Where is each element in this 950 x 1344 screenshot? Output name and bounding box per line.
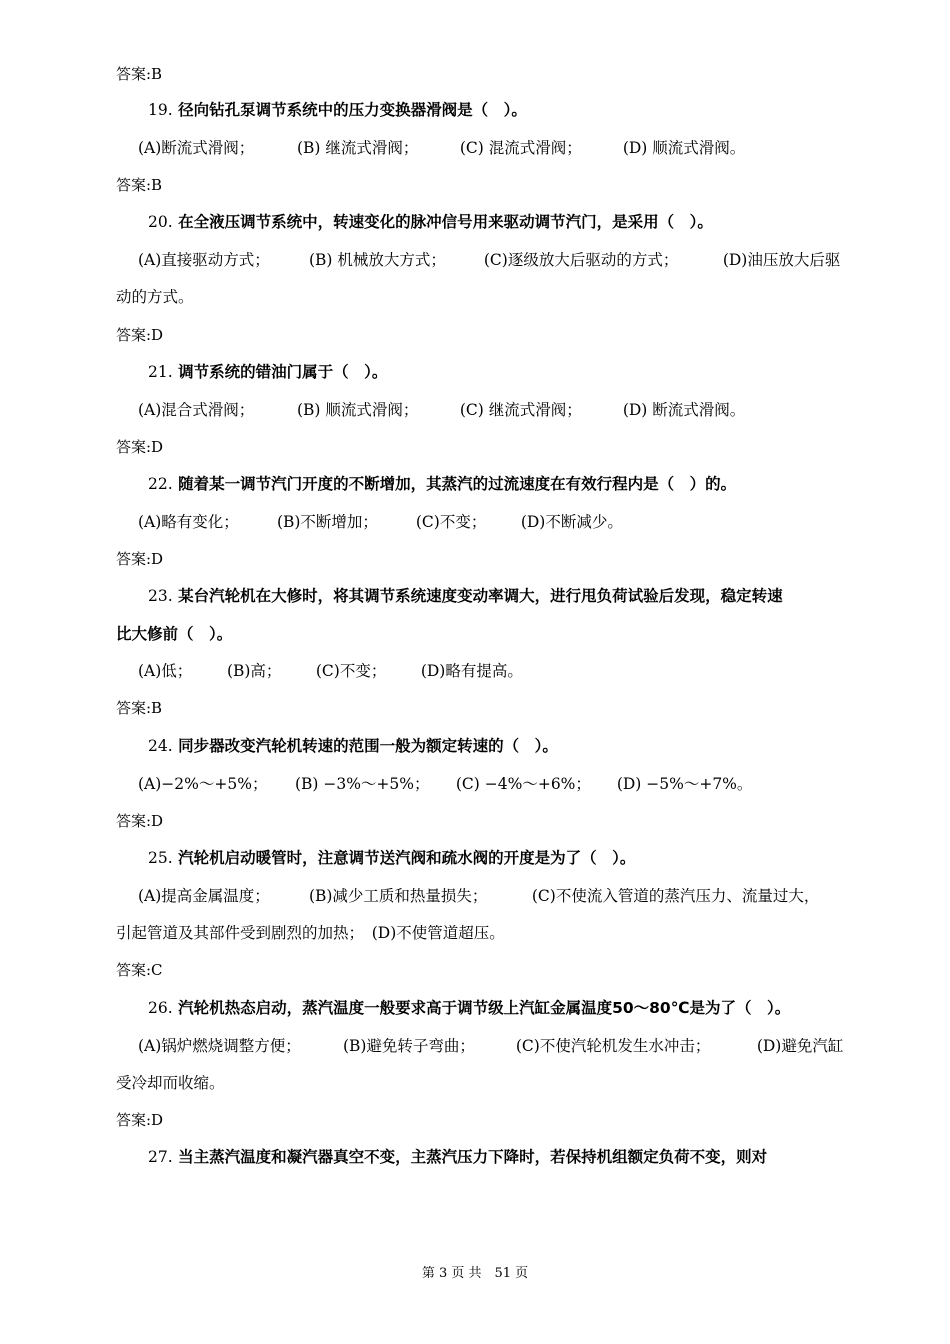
question-number: 20. — [148, 213, 173, 231]
question-number: 25. — [148, 849, 173, 867]
options-19 — [138, 134, 840, 162]
question-22 — [148, 470, 840, 498]
option-b: (B)不断增加； — [276, 513, 378, 531]
option-c: (C)不变； — [415, 513, 487, 531]
answer-23: 答案:B — [116, 699, 163, 717]
option-d: (D) −5%～+7%。 — [616, 775, 753, 793]
option-a: (A)略有变化； — [138, 513, 239, 531]
option-b: (B) 继流式滑阀； — [296, 139, 419, 157]
question-number: 21. — [148, 363, 173, 381]
answer-18: 答案:B — [116, 65, 163, 83]
answer-21: 答案:D — [116, 438, 164, 456]
option-c: (C)不变； — [315, 662, 387, 680]
question-text: 汽轮机启动暖管时，注意调节送汽阀和疏水阀的开度是为了（ ）。 — [178, 849, 636, 867]
question-25 — [148, 844, 840, 872]
question-text: 径向钻孔泵调节系统中的压力变换器滑阀是（ ）。 — [178, 101, 527, 119]
options-24 — [138, 770, 840, 798]
page-footer: 第 3 页 共 51 页 — [421, 1266, 529, 1281]
question-number: 19. — [148, 101, 173, 119]
answer-26: 答案:D — [116, 1111, 164, 1129]
question-21 — [148, 358, 840, 386]
question-number: 27. — [148, 1148, 173, 1166]
question-number: 24. — [148, 737, 173, 755]
option-c: (C)不使汽轮机发生水冲击； — [515, 1037, 711, 1055]
option-a: (A)锅炉燃烧调整方便； — [138, 1037, 301, 1055]
option-d: (D)略有提高。 — [420, 662, 523, 680]
option-a: (A)断流式滑阀； — [138, 139, 255, 157]
question-text: 调节系统的错油门属于（ ）。 — [178, 363, 388, 381]
question-19 — [148, 96, 840, 124]
option-c: (C) 混流式滑阀； — [459, 139, 582, 157]
option-c: (C) 继流式滑阀； — [459, 401, 582, 419]
question-text: 某台汽轮机在大修时，将其调节系统速度变动率调大，进行甩负荷试验后发现，稳定转速 — [178, 587, 783, 605]
answer-25: 答案:C — [116, 961, 163, 979]
option-b: (B) 机械放大方式； — [308, 251, 446, 269]
option-d: (D)油压放大后驱 — [722, 251, 841, 269]
options-20 — [138, 246, 840, 274]
answer-22: 答案:D — [116, 550, 164, 568]
options-23 — [138, 657, 840, 685]
question-text: 汽轮机热态启动，蒸汽温度一般要求高于调节级上汽缸金属温度50～80℃是为了（ ）。 — [178, 999, 791, 1017]
question-23 — [148, 582, 840, 610]
question-text: 同步器改变汽轮机转速的范围一般为额定转速的（ ）。 — [178, 737, 558, 755]
option-b: (B) −3%～+5%； — [294, 775, 430, 793]
question-text: 在全液压调节系统中，转速变化的脉冲信号用来驱动调节汽门，是采用（ ）。 — [178, 213, 713, 231]
options-25 — [138, 882, 840, 910]
option-b: (B)避免转子弯曲； — [342, 1037, 475, 1055]
option-c: (C)不使流入管道的蒸汽压力、流量过大， — [531, 887, 820, 905]
option-c: (C) −4%～+6%； — [455, 775, 591, 793]
options-26-continued: 受冷却而收缩。 — [116, 1074, 225, 1092]
option-b: (B)减少工质和热量损失； — [308, 887, 488, 905]
options-20-continued: 动的方式。 — [116, 288, 194, 306]
question-23-continued: 比大修前（ ）。 — [116, 625, 233, 643]
question-20 — [148, 208, 840, 236]
question-text: 当主蒸汽温度和凝汽器真空不变，主蒸汽压力下降时，若保持机组额定负荷不变，则对 — [178, 1148, 768, 1166]
option-a: (A)低； — [138, 662, 193, 680]
answer-19: 答案:B — [116, 176, 163, 194]
question-26 — [148, 994, 840, 1022]
options-26 — [138, 1032, 844, 1060]
options-21 — [138, 396, 840, 424]
question-number: 26. — [148, 999, 173, 1017]
question-number: 22. — [148, 475, 173, 493]
option-a: (A)−2%～+5%； — [138, 775, 268, 793]
question-27 — [148, 1143, 840, 1171]
answer-24: 答案:D — [116, 812, 164, 830]
option-d: (D)避免汽缸 — [756, 1037, 844, 1055]
options-25-continued: 引起管道及其部件受到剧烈的加热； (D)不使管道超压。 — [116, 924, 505, 942]
option-a: (A)混合式滑阀； — [138, 401, 255, 419]
option-c: (C)逐级放大后驱动的方式； — [483, 251, 679, 269]
option-a: (A)提高金属温度； — [138, 887, 270, 905]
options-22 — [138, 508, 840, 536]
option-b: (B) 顺流式滑阀； — [296, 401, 419, 419]
question-text: 随着某一调节汽门开度的不断增加，其蒸汽的过流速度在有效行程内是（ ）的。 — [178, 475, 737, 493]
question-24 — [148, 732, 840, 760]
option-d: (D)不断减少。 — [520, 513, 623, 531]
option-d: (D) 顺流式滑阀。 — [622, 139, 746, 157]
option-a: (A)直接驱动方式； — [138, 251, 270, 269]
option-b: (B)高； — [226, 662, 282, 680]
question-number: 23. — [148, 587, 173, 605]
answer-20: 答案:D — [116, 326, 164, 344]
option-d: (D) 断流式滑阀。 — [622, 401, 746, 419]
